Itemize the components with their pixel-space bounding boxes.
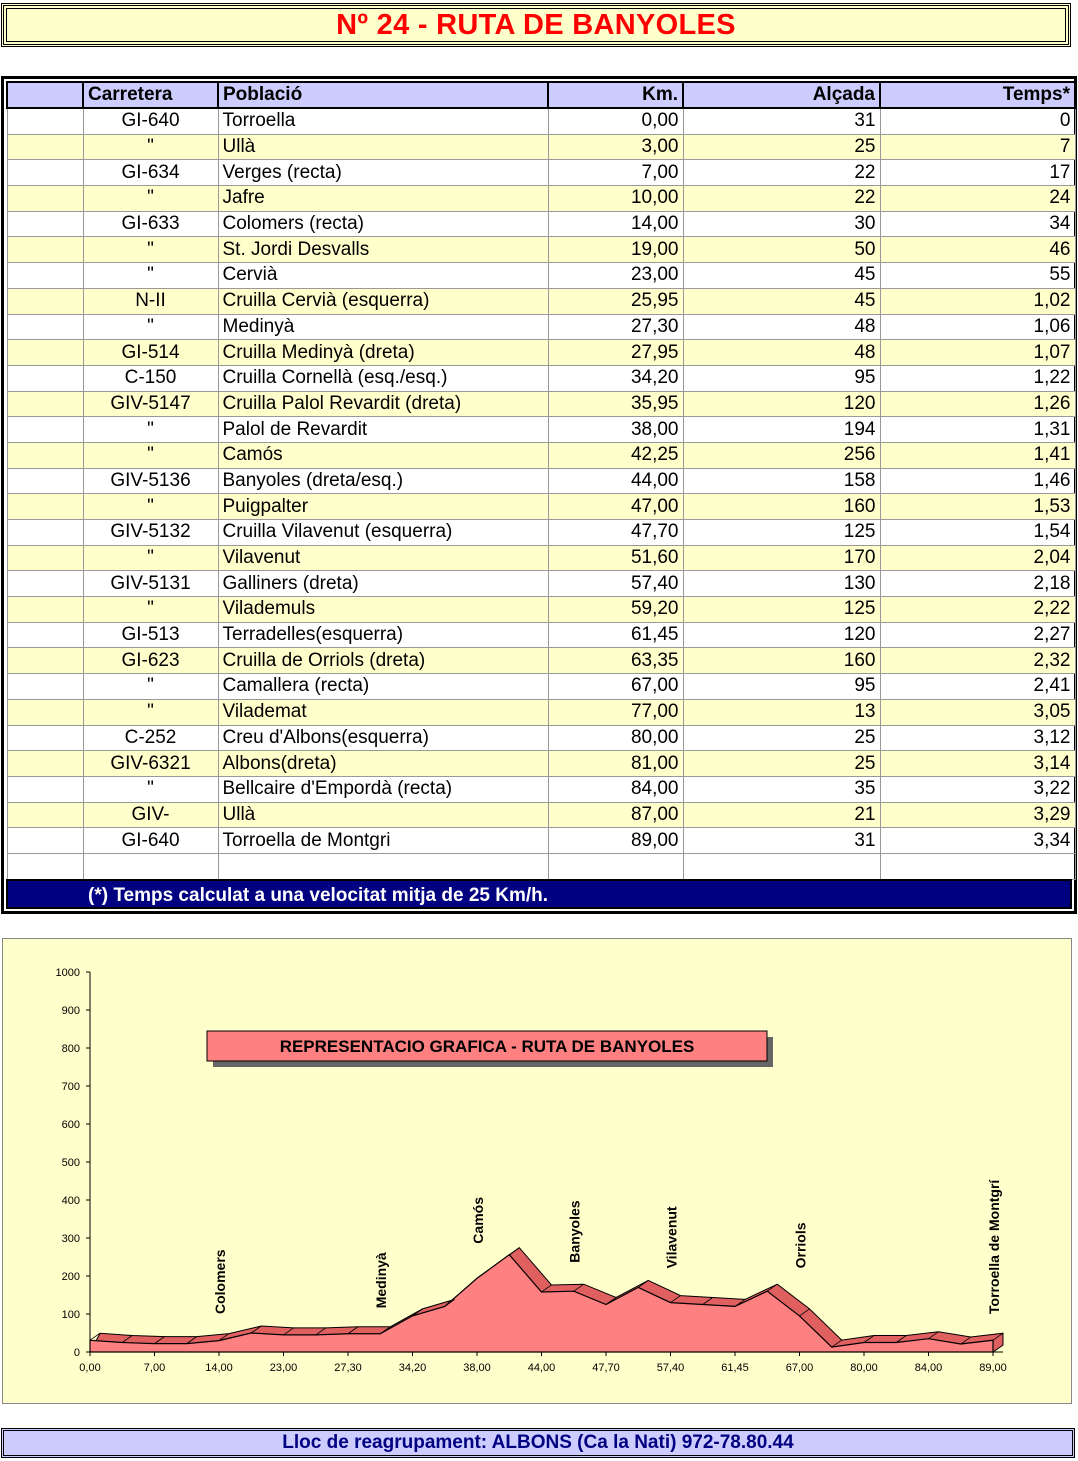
cell-poblacio: Banyoles (dreta/esq.) <box>218 468 548 494</box>
table-row <box>7 468 1075 494</box>
cell-alcada: 160 <box>683 494 880 520</box>
cell-carretera: " <box>83 442 218 468</box>
footer-text: Lloc de reagrupament: ALBONS (Ca la Nati) 972-78.80.44 <box>282 1432 794 1453</box>
chart-title: REPRESENTACIO GRAFICA - RUTA DE BANYOLES <box>279 1037 695 1056</box>
cell-alcada: 170 <box>683 545 880 571</box>
cell-alcada: 22 <box>683 160 880 186</box>
cell-poblacio: Vilavenut <box>218 545 548 571</box>
cell-km: 44,00 <box>548 468 683 494</box>
cell-blank <box>7 442 83 468</box>
cell-km: 23,00 <box>548 263 683 289</box>
cell-poblacio: Vilademat <box>218 699 548 725</box>
cell-carretera: " <box>83 186 218 212</box>
y-tick-label: 600 <box>61 1119 80 1131</box>
cell-carretera: " <box>83 263 218 289</box>
cell-alcada: 48 <box>683 314 880 340</box>
cell-blank <box>7 622 83 648</box>
x-tick-label: 89,00 <box>979 1362 1007 1374</box>
cell-poblacio: Ullà <box>218 802 548 828</box>
y-tick-label: 500 <box>61 1157 80 1169</box>
cell-carretera: " <box>83 237 218 263</box>
cell-poblacio: Palol de Revardit <box>218 417 548 443</box>
cell-alcada: 120 <box>683 622 880 648</box>
cell-poblacio: Verges (recta) <box>218 160 548 186</box>
cell-blank <box>7 160 83 186</box>
cell-km: 61,45 <box>548 622 683 648</box>
y-tick-label: 900 <box>61 1005 80 1017</box>
cell-poblacio: Terradelles(esquerra) <box>218 622 548 648</box>
x-tick-label: 57,40 <box>656 1362 685 1374</box>
cell-km: 80,00 <box>548 725 683 751</box>
table-row <box>7 520 1075 546</box>
cell-km: 89,00 <box>548 828 683 854</box>
cell-carretera: " <box>83 417 218 443</box>
cell-blank <box>7 417 83 443</box>
cell-carretera: " <box>83 674 218 700</box>
cell-alcada: 125 <box>683 597 880 623</box>
page-title-text: Nº 24 - RUTA DE BANYOLES <box>336 8 736 41</box>
cell-carretera: N-II <box>83 288 218 314</box>
cell-alcada: 31 <box>683 108 880 134</box>
speed-note: (*) Temps calculat a una velocitat mitja de 25 Km/h. <box>6 879 1072 909</box>
cell-km: 38,00 <box>548 417 683 443</box>
y-tick-label: 400 <box>61 1195 80 1207</box>
table-row <box>7 211 1075 237</box>
header-poblacio: Població <box>218 82 548 108</box>
cell-carretera: GIV-6321 <box>83 751 218 777</box>
cell-alcada: 158 <box>683 468 880 494</box>
table-row <box>7 314 1075 340</box>
cell-empty <box>683 853 880 879</box>
x-tick-label: 38,00 <box>463 1362 491 1374</box>
x-tick-label: 80,00 <box>850 1362 878 1374</box>
cell-blank <box>7 571 83 597</box>
header-alcada: Alçada <box>683 82 880 108</box>
cell-km: 47,00 <box>548 494 683 520</box>
table-row <box>7 108 1075 134</box>
cell-temps: 3,14 <box>880 751 1075 777</box>
cell-alcada: 95 <box>683 365 880 391</box>
cell-alcada: 95 <box>683 674 880 700</box>
table-header-row <box>7 82 1075 108</box>
cell-carretera: C-252 <box>83 725 218 751</box>
y-tick-label: 100 <box>61 1309 80 1321</box>
cell-carretera: GIV-5136 <box>83 468 218 494</box>
cell-km: 42,25 <box>548 442 683 468</box>
cell-blank <box>7 494 83 520</box>
table-row <box>7 365 1075 391</box>
cell-poblacio: Galliners (dreta) <box>218 571 548 597</box>
place-annotation: Orriols <box>792 1222 809 1269</box>
cell-temps: 55 <box>880 263 1075 289</box>
cell-carretera: C-150 <box>83 365 218 391</box>
cell-poblacio: Jafre <box>218 186 548 212</box>
cell-km: 34,20 <box>548 365 683 391</box>
cell-carretera: " <box>83 699 218 725</box>
x-tick-label: 23,00 <box>269 1362 298 1374</box>
cell-km: 27,30 <box>548 314 683 340</box>
cell-alcada: 50 <box>683 237 880 263</box>
header-temps: Temps* <box>880 82 1075 108</box>
cell-temps: 1,02 <box>880 288 1075 314</box>
cell-km: 27,95 <box>548 340 683 366</box>
route-table <box>6 81 1076 880</box>
place-annotation: Torroella de Montgrí <box>986 1179 1002 1314</box>
cell-km: 84,00 <box>548 776 683 802</box>
cell-carretera: " <box>83 134 218 160</box>
cell-carretera: GI-640 <box>83 828 218 854</box>
cell-temps: 1,06 <box>880 314 1075 340</box>
cell-alcada: 120 <box>683 391 880 417</box>
cell-poblacio: Cruilla Medinyà (dreta) <box>218 340 548 366</box>
cell-temps: 1,46 <box>880 468 1075 494</box>
cell-km: 47,70 <box>548 520 683 546</box>
cell-alcada: 256 <box>683 442 880 468</box>
cell-temps: 3,12 <box>880 725 1075 751</box>
cell-blank <box>7 288 83 314</box>
cell-alcada: 160 <box>683 648 880 674</box>
cell-blank <box>7 776 83 802</box>
header-km: Km. <box>548 82 683 108</box>
cell-blank <box>7 699 83 725</box>
cell-temps: 2,04 <box>880 545 1075 571</box>
cell-alcada: 130 <box>683 571 880 597</box>
y-tick-label: 0 <box>73 1347 80 1359</box>
cell-temps: 1,26 <box>880 391 1075 417</box>
table-row <box>7 340 1075 366</box>
cell-km: 77,00 <box>548 699 683 725</box>
cell-temps: 1,22 <box>880 365 1075 391</box>
table-row <box>7 648 1075 674</box>
cell-poblacio: Cruilla Palol Revardit (dreta) <box>218 391 548 417</box>
x-tick-label: 27,30 <box>334 1362 362 1374</box>
table-row-empty <box>7 853 1075 879</box>
table-row <box>7 417 1075 443</box>
x-tick-label: 67,00 <box>785 1362 814 1374</box>
table-row <box>7 674 1075 700</box>
cell-carretera: GIV- <box>83 802 218 828</box>
x-tick-label: 47,70 <box>592 1362 620 1374</box>
cell-temps: 17 <box>880 160 1075 186</box>
table-row <box>7 545 1075 571</box>
cell-blank <box>7 186 83 212</box>
cell-carretera: " <box>83 314 218 340</box>
cell-poblacio: Cruilla Cornellà (esq./esq.) <box>218 365 548 391</box>
cell-blank <box>7 468 83 494</box>
cell-poblacio: Medinyà <box>218 314 548 340</box>
cell-temps: 2,18 <box>880 571 1075 597</box>
cell-poblacio: St. Jordi Desvalls <box>218 237 548 263</box>
y-tick-label: 800 <box>61 1043 80 1055</box>
table-body <box>7 108 1075 879</box>
x-tick-label: 61,45 <box>721 1362 749 1374</box>
cell-km: 59,20 <box>548 597 683 623</box>
cell-alcada: 30 <box>683 211 880 237</box>
cell-km: 0,00 <box>548 108 683 134</box>
cell-temps: 24 <box>880 186 1075 212</box>
cell-carretera: GI-633 <box>83 211 218 237</box>
cell-empty <box>548 853 683 879</box>
footer <box>1 1428 1075 1458</box>
cell-km: 35,95 <box>548 391 683 417</box>
cell-alcada: 45 <box>683 263 880 289</box>
cell-blank <box>7 211 83 237</box>
cell-poblacio: Colomers (recta) <box>218 211 548 237</box>
cell-alcada: 35 <box>683 776 880 802</box>
cell-km: 25,95 <box>548 288 683 314</box>
cell-blank <box>7 828 83 854</box>
cell-blank <box>7 725 83 751</box>
table-row <box>7 828 1075 854</box>
cell-km: 3,00 <box>548 134 683 160</box>
table-row <box>7 802 1075 828</box>
cell-blank <box>7 674 83 700</box>
table-row <box>7 391 1075 417</box>
y-tick-label: 200 <box>61 1271 80 1283</box>
cell-poblacio: Creu d'Albons(esquerra) <box>218 725 548 751</box>
table-row <box>7 751 1075 777</box>
cell-blank <box>7 597 83 623</box>
cell-blank <box>7 134 83 160</box>
x-tick-label: 44,00 <box>527 1362 556 1374</box>
cell-alcada: 48 <box>683 340 880 366</box>
cell-poblacio: Camallera (recta) <box>218 674 548 700</box>
cell-poblacio: Vilademuls <box>218 597 548 623</box>
cell-carretera: " <box>83 597 218 623</box>
table-row <box>7 288 1075 314</box>
cell-poblacio: Albons(dreta) <box>218 751 548 777</box>
cell-poblacio: Bellcaire d'Empordà (recta) <box>218 776 548 802</box>
cell-alcada: 125 <box>683 520 880 546</box>
x-tick-label: 0,00 <box>79 1362 101 1374</box>
header-carretera: Carretera <box>83 82 218 108</box>
place-annotation: Banyoles <box>566 1200 583 1263</box>
cell-blank <box>7 545 83 571</box>
cell-blank <box>7 802 83 828</box>
cell-temps: 1,07 <box>880 340 1075 366</box>
cell-temps: 2,32 <box>880 648 1075 674</box>
cell-carretera: " <box>83 776 218 802</box>
x-tick-label: 14,00 <box>205 1362 233 1374</box>
cell-km: 67,00 <box>548 674 683 700</box>
cell-blank <box>7 751 83 777</box>
cell-temps: 0 <box>880 108 1075 134</box>
cell-km: 19,00 <box>548 237 683 263</box>
cell-carretera: GI-640 <box>83 108 218 134</box>
cell-empty <box>83 853 218 879</box>
page-title <box>1 3 1071 47</box>
cell-carretera: GI-513 <box>83 622 218 648</box>
cell-km: 81,00 <box>548 751 683 777</box>
cell-blank <box>7 314 83 340</box>
cell-alcada: 22 <box>683 186 880 212</box>
table-row <box>7 160 1075 186</box>
cell-carretera: GI-634 <box>83 160 218 186</box>
cell-km: 63,35 <box>548 648 683 674</box>
y-tick-label: 700 <box>61 1081 80 1093</box>
cell-temps: 2,22 <box>880 597 1075 623</box>
table-row <box>7 597 1075 623</box>
table-row <box>7 725 1075 751</box>
cell-poblacio: Cervià <box>218 263 548 289</box>
y-tick-label: 1000 <box>55 967 80 979</box>
cell-temps: 3,05 <box>880 699 1075 725</box>
cell-temps: 3,22 <box>880 776 1075 802</box>
elevation-chart-panel <box>2 938 1072 1404</box>
table-row <box>7 186 1075 212</box>
table-row <box>7 776 1075 802</box>
cell-temps: 1,54 <box>880 520 1075 546</box>
table-row <box>7 134 1075 160</box>
table-row <box>7 699 1075 725</box>
cell-blank <box>7 340 83 366</box>
cell-alcada: 13 <box>683 699 880 725</box>
cell-temps: 34 <box>880 211 1075 237</box>
cell-km: 7,00 <box>548 160 683 186</box>
place-annotation: Vilavenut <box>663 1206 680 1269</box>
cell-km: 51,60 <box>548 545 683 571</box>
cell-km: 14,00 <box>548 211 683 237</box>
cell-carretera: GIV-5131 <box>83 571 218 597</box>
route-table-panel <box>1 76 1077 914</box>
cell-blank <box>7 520 83 546</box>
x-tick-label: 7,00 <box>143 1362 166 1374</box>
cell-temps: 1,31 <box>880 417 1075 443</box>
elevation-chart <box>3 939 1071 1403</box>
table-row <box>7 571 1075 597</box>
cell-temps: 2,41 <box>880 674 1075 700</box>
cell-alcada: 25 <box>683 725 880 751</box>
cell-alcada: 194 <box>683 417 880 443</box>
cell-km: 10,00 <box>548 186 683 212</box>
cell-km: 87,00 <box>548 802 683 828</box>
cell-blank <box>7 391 83 417</box>
cell-carretera: GIV-5132 <box>83 520 218 546</box>
header-blank <box>7 82 83 108</box>
cell-alcada: 21 <box>683 802 880 828</box>
cell-carretera: GIV-5147 <box>83 391 218 417</box>
cell-km: 57,40 <box>548 571 683 597</box>
cell-temps: 46 <box>880 237 1075 263</box>
table-row <box>7 494 1075 520</box>
cell-temps: 7 <box>880 134 1075 160</box>
y-tick-label: 300 <box>61 1233 80 1245</box>
cell-temps: 1,41 <box>880 442 1075 468</box>
cell-temps: 2,27 <box>880 622 1075 648</box>
table-row <box>7 622 1075 648</box>
cell-empty <box>7 853 83 879</box>
cell-blank <box>7 263 83 289</box>
cell-alcada: 25 <box>683 134 880 160</box>
cell-alcada: 45 <box>683 288 880 314</box>
cell-temps: 3,29 <box>880 802 1075 828</box>
cell-temps: 1,53 <box>880 494 1075 520</box>
cell-poblacio: Torroella <box>218 108 548 134</box>
place-annotation: Medinyà <box>373 1252 390 1309</box>
cell-blank <box>7 237 83 263</box>
cell-carretera: GI-623 <box>83 648 218 674</box>
cell-poblacio: Puigpalter <box>218 494 548 520</box>
cell-poblacio: Ullà <box>218 134 548 160</box>
cell-blank <box>7 108 83 134</box>
cell-alcada: 31 <box>683 828 880 854</box>
cell-carretera: GI-514 <box>83 340 218 366</box>
x-tick-label: 84,00 <box>914 1362 943 1374</box>
cell-poblacio: Cruilla Vilavenut (esquerra) <box>218 520 548 546</box>
cell-poblacio: Torroella de Montgri <box>218 828 548 854</box>
table-row <box>7 237 1075 263</box>
cell-blank <box>7 365 83 391</box>
place-annotation: Camós <box>470 1197 486 1244</box>
cell-poblacio: Cruilla de Orriols (dreta) <box>218 648 548 674</box>
table-row <box>7 442 1075 468</box>
cell-blank <box>7 648 83 674</box>
cell-alcada: 25 <box>683 751 880 777</box>
cell-empty <box>218 853 548 879</box>
cell-temps: 3,34 <box>880 828 1075 854</box>
table-row <box>7 263 1075 289</box>
place-annotation: Colomers <box>212 1249 228 1314</box>
cell-poblacio: Cruilla Cervià (esquerra) <box>218 288 548 314</box>
cell-empty <box>880 853 1075 879</box>
cell-poblacio: Camós <box>218 442 548 468</box>
cell-carretera: " <box>83 494 218 520</box>
cell-carretera: " <box>83 545 218 571</box>
x-tick-label: 34,20 <box>398 1362 427 1374</box>
